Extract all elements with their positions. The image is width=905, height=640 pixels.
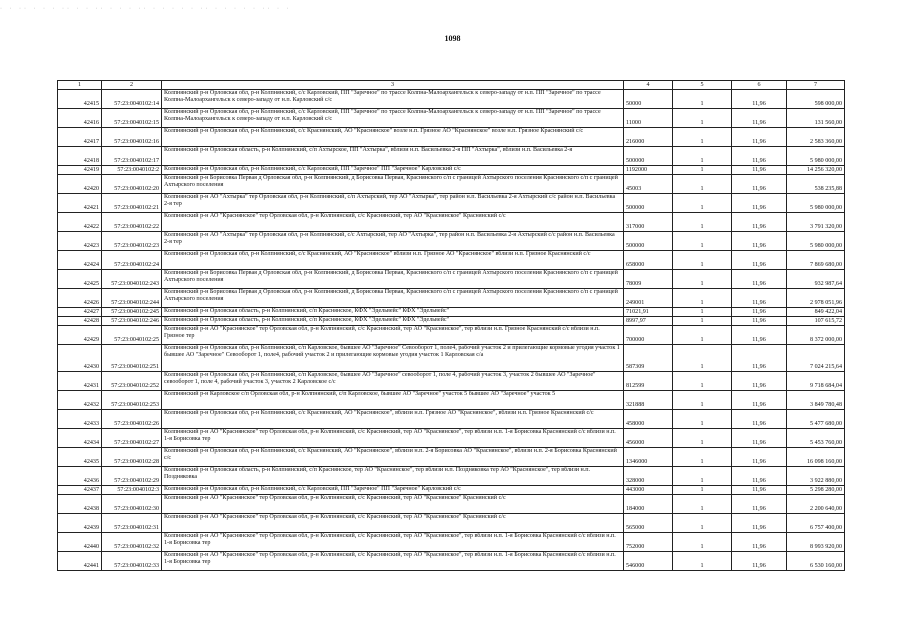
row-number-cell: 42420	[58, 175, 102, 194]
cadastral-number-cell: 57:23:0040102:27	[102, 429, 162, 448]
count-cell: 1	[673, 90, 732, 109]
location-description-cell: Колпнянский р-н Борисовка Первая д Орловская обл, р-н Колпнянский, д Борисовка Первая, Краснянского с/п с границей Ахтырского поселения Краснянского с/п с границей Ахтырского поселения	[162, 289, 624, 308]
location-description-cell: Колпнянский р-н Орловская обл, р-н Колпнянский, с/с Краснянский, АО "Краснянское" возле н.п. Грязное АО "Краснянское" возле н.п. Грязное Краснянский с/с	[162, 128, 624, 147]
column-header: 1	[58, 81, 102, 90]
scan-artifacts: · · ·· · · · ·· · · ·· · · · ·· · · · · · ·· · · · · · ·· · ·	[0, 6, 292, 12]
unit-price-cell: 11,96	[732, 289, 787, 308]
area-cell: 500000	[624, 232, 673, 251]
total-value-cell: 131 560,00	[787, 109, 845, 128]
location-description-cell: Колпнянский р-н АО "Краснянское" тер Орловская обл, р-н Колпнянский, с/с Краснянский, тер АО "Краснянское", тер вблизи н.п. 1-я Борисовка Краснянский с/с вблизи н.п. 1-я Борисовка тер	[162, 533, 624, 552]
unit-price-cell: 11,96	[732, 109, 787, 128]
row-number-cell: 42428	[58, 317, 102, 326]
count-cell: 1	[673, 232, 732, 251]
unit-price-cell: 11,96	[732, 317, 787, 326]
total-value-cell: 7 024 215,64	[787, 345, 845, 372]
area-cell: 458000	[624, 410, 673, 429]
column-header: 3	[162, 81, 624, 90]
unit-price-cell: 11,96	[732, 90, 787, 109]
row-number-cell: 42430	[58, 345, 102, 372]
table-row	[58, 448, 845, 467]
cadastral-number-cell: 57:23:0040102:245	[102, 308, 162, 317]
cadastral-number-cell: 57:23:0040102:24	[102, 251, 162, 270]
count-cell: 1	[673, 308, 732, 317]
column-header: 7	[787, 81, 845, 90]
cadastral-number-cell: 57:23:0040102:17	[102, 147, 162, 166]
column-number-row	[58, 81, 845, 90]
total-value-cell: 5 980 000,00	[787, 232, 845, 251]
row-number-cell: 42427	[58, 308, 102, 317]
location-description-cell: Колпнянский р-н АО "Краснянское" тер Орловская обл, р-н Колпнянский, с/с Краснянский, тер АО "Краснянское" Краснянский с/с	[162, 213, 624, 232]
cadastral-number-cell: 57:23:0040102:31	[102, 514, 162, 533]
row-number-cell: 42437	[58, 486, 102, 495]
area-cell: 50000	[624, 90, 673, 109]
total-value-cell: 5 477 680,00	[787, 410, 845, 429]
cadastral-number-cell: 57:23:0040102:22	[102, 213, 162, 232]
cadastral-number-cell: 57:23:0040102:15	[102, 109, 162, 128]
count-cell: 1	[673, 166, 732, 175]
location-description-cell: Колпнянский р-н Орловская обл, р-н Колпнянский, с/с Краснянский, АО "Краснянское" вблизи н.п. Грязное АО "Краснянское" вблизи н.п. Грязное Краснянский с/с	[162, 251, 624, 270]
count-cell: 1	[673, 372, 732, 391]
area-cell: 1346000	[624, 448, 673, 467]
row-number-cell: 42435	[58, 448, 102, 467]
total-value-cell: 538 235,88	[787, 175, 845, 194]
row-number-cell: 42440	[58, 533, 102, 552]
location-description-cell: Колпнянский р-н Карловское с/п Орловская обл, р-н Колпнянский, с/п Карловское, бывшее АО "Заречное" участок 5 бывшее АО "Заречное" участок 5	[162, 391, 624, 410]
page-number: 1098	[444, 34, 461, 43]
table-row	[58, 270, 845, 289]
count-cell: 1	[673, 109, 732, 128]
cadastral-number-cell: 57:23:0040102:20	[102, 175, 162, 194]
total-value-cell: 2 583 360,00	[787, 128, 845, 147]
location-description-cell: Колпнянский р-н Борисовка Первая д Орловская обл, р-н Колпнянский, д Борисовка Первая, Краснянского с/п с границей Ахтырского поселения Краснянского с/п с границей Ахтырского поселения	[162, 270, 624, 289]
unit-price-cell: 11,96	[732, 213, 787, 232]
table-row	[58, 429, 845, 448]
count-cell: 1	[673, 317, 732, 326]
row-number-cell: 42417	[58, 128, 102, 147]
location-description-cell: Колпнянский р-н Орловская обл, р-н Колпнянский, с/с Краснянский, АО "Краснянское", вблизи н.п. Грязное АО "Краснянское", вблизи н.п. Грязное Краснянский с/с	[162, 410, 624, 429]
cadastral-number-cell: 57:23:0040102:33	[102, 552, 162, 571]
area-cell: 500000	[624, 194, 673, 213]
total-value-cell: 14 256 320,00	[787, 166, 845, 175]
count-cell: 1	[673, 147, 732, 166]
unit-price-cell: 11,96	[732, 552, 787, 571]
area-cell: 812599	[624, 372, 673, 391]
count-cell: 1	[673, 194, 732, 213]
unit-price-cell: 11,96	[732, 514, 787, 533]
area-cell: 500000	[624, 147, 673, 166]
cadastral-number-cell: 57:23:0040102:30	[102, 495, 162, 514]
count-cell: 1	[673, 552, 732, 571]
area-cell: 11000	[624, 109, 673, 128]
area-cell: 443000	[624, 486, 673, 495]
total-value-cell: 8 372 000,00	[787, 326, 845, 345]
area-cell: 752000	[624, 533, 673, 552]
row-number-cell: 42436	[58, 467, 102, 486]
cadastral-number-cell: 57:23:0040102:16	[102, 128, 162, 147]
count-cell: 1	[673, 533, 732, 552]
unit-price-cell: 11,96	[732, 495, 787, 514]
row-number-cell: 42419	[58, 166, 102, 175]
unit-price-cell: 11,96	[732, 251, 787, 270]
row-number-cell: 42432	[58, 391, 102, 410]
area-cell: 658000	[624, 251, 673, 270]
location-description-cell: Колпнянский р-н Орловская область, р-н Колпнянский, с/п Краснянское, КФХ "Эдельвейс" КФХ "Эдельвейс"	[162, 317, 624, 326]
total-value-cell: 6 530 160,00	[787, 552, 845, 571]
count-cell: 1	[673, 495, 732, 514]
table-row	[58, 166, 845, 175]
location-description-cell: Колпнянский р-н Борисовка Первая д Орловская обл, р-н Колпнянский, д Борисовка Первая, Краснянского с/п с границей Ахтырского поселения Краснянского с/п с границей Ахтырского поселения	[162, 175, 624, 194]
row-number-cell: 42421	[58, 194, 102, 213]
location-description-cell: Колпнянский р-н АО "Краснянское" тер Орловская обл, р-н Колпнянский, с/с Краснянский, тер АО "Краснянское", тер вблизи н.п. Грязное Краснянский с/с вблизи н.п. Грязное тер	[162, 326, 624, 345]
area-cell: 71021,91	[624, 308, 673, 317]
table-row	[58, 533, 845, 552]
total-value-cell: 849 422,04	[787, 308, 845, 317]
row-number-cell: 42441	[58, 552, 102, 571]
total-value-cell: 16 098 160,00	[787, 448, 845, 467]
row-number-cell: 42418	[58, 147, 102, 166]
total-value-cell: 7 869 680,00	[787, 251, 845, 270]
table-row	[58, 147, 845, 166]
row-number-cell: 42422	[58, 213, 102, 232]
table-row	[58, 232, 845, 251]
area-cell: 184000	[624, 495, 673, 514]
total-value-cell: 2 200 640,00	[787, 495, 845, 514]
total-value-cell: 5 980 000,00	[787, 147, 845, 166]
unit-price-cell: 11,96	[732, 372, 787, 391]
unit-price-cell: 11,96	[732, 308, 787, 317]
table-row	[58, 175, 845, 194]
row-number-cell: 42438	[58, 495, 102, 514]
area-cell: 216000	[624, 128, 673, 147]
area-cell: 321888	[624, 391, 673, 410]
location-description-cell: Колпнянский р-н АО "Краснянское" тер Орловская обл, р-н Колпнянский, с/с Краснянский, тер АО "Краснянское" Краснянский с/с	[162, 495, 624, 514]
location-description-cell: Колпнянский р-н Орловская обл, р-н Колпнянский, с/с Карловский, ПП "Заречное" ПП "Заречное" Карловский с/с	[162, 166, 624, 175]
unit-price-cell: 11,96	[732, 128, 787, 147]
area-cell: 8997,97	[624, 317, 673, 326]
total-value-cell: 8 993 920,00	[787, 533, 845, 552]
row-number-cell: 42426	[58, 289, 102, 308]
area-cell: 456000	[624, 429, 673, 448]
unit-price-cell: 11,96	[732, 175, 787, 194]
location-description-cell: Колпнянский р-н Орловская обл, р-н Колпнянский, с/с Карловский, ПП "Заречное" по трассе Колпна-Малоархангельск к северо-западу от н.п. ПП "Заречное" по трассе Колпна-Малоархангельск к северо-западу от н.п. Карловский с/с	[162, 90, 624, 109]
count-cell: 1	[673, 467, 732, 486]
row-number-cell: 42433	[58, 410, 102, 429]
unit-price-cell: 11,96	[732, 147, 787, 166]
count-cell: 1	[673, 213, 732, 232]
table-row	[58, 552, 845, 571]
total-value-cell: 3 791 320,00	[787, 213, 845, 232]
total-value-cell: 3 849 780,48	[787, 391, 845, 410]
location-description-cell: Колпнянский р-н Орловская область, р-н Колпнянский, с/п Краснянское, КФХ "Эдельвейс" КФХ "Эдельвейс"	[162, 308, 624, 317]
cadastral-number-cell: 57:23:0040102:21	[102, 194, 162, 213]
total-value-cell: 598 000,00	[787, 90, 845, 109]
table-row	[58, 467, 845, 486]
count-cell: 1	[673, 289, 732, 308]
table-row	[58, 345, 845, 372]
table-row	[58, 317, 845, 326]
cadastral-number-cell: 57:23:0040102:251	[102, 345, 162, 372]
count-cell: 1	[673, 345, 732, 372]
location-description-cell: Колпнянский р-н Орловская область, р-н Колпнянский, с/п Краснянское, тер АО "Краснянское", тер вблизи н.п. Поздняковка тер АО "Краснянское", тер вблизи н.п. Поздняковка	[162, 467, 624, 486]
column-header: 5	[673, 81, 732, 90]
row-number-cell: 42416	[58, 109, 102, 128]
area-cell: 45003	[624, 175, 673, 194]
table-row	[58, 90, 845, 109]
row-number-cell: 42434	[58, 429, 102, 448]
table-row	[58, 391, 845, 410]
total-value-cell: 2 978 051,96	[787, 289, 845, 308]
area-cell: 249001	[624, 289, 673, 308]
location-description-cell: Колпнянский р-н АО "Ахтырка" тер Орловская обл, р-н Колпнянский, с/п Ахтырский, тер АО "Ахтырка", тер район н.п. Васильевка 2-я Ахтырский с/с район н.п. Васильевка 2-я тер	[162, 194, 624, 213]
cadastral-number-cell: 57:23:0040102:32	[102, 533, 162, 552]
column-header: 4	[624, 81, 673, 90]
cadastral-number-cell: 57:23:0040102:28	[102, 448, 162, 467]
count-cell: 1	[673, 410, 732, 429]
total-value-cell: 5 298 280,00	[787, 486, 845, 495]
count-cell: 1	[673, 514, 732, 533]
table-row	[58, 495, 845, 514]
total-value-cell: 5 453 760,00	[787, 429, 845, 448]
count-cell: 1	[673, 326, 732, 345]
table-row	[58, 372, 845, 391]
location-description-cell: Колпнянский р-н Орловская обл, р-н Колпнянский, с/с Карловский, ПП "Заречное" ПП "Заречное" Карловский с/с	[162, 486, 624, 495]
row-number-cell: 42425	[58, 270, 102, 289]
area-cell: 317000	[624, 213, 673, 232]
count-cell: 1	[673, 391, 732, 410]
location-description-cell: Колпнянский р-н Орловская область, р-н Колпнянский, с/п Ахтырское, ПП "Ахтырка", вблизи н.п. Васильевка 2-я ПП "Ахтырка", вблизи н.п. Васильевка 2-я	[162, 147, 624, 166]
unit-price-cell: 11,96	[732, 345, 787, 372]
total-value-cell: 932 987,64	[787, 270, 845, 289]
cadastral-number-cell: 57:23:0040102:3	[102, 486, 162, 495]
table-row	[58, 514, 845, 533]
cadastral-number-cell: 57:23:0040102:29	[102, 467, 162, 486]
cadastral-number-cell: 57:23:0040102:2	[102, 166, 162, 175]
location-description-cell: Колпнянский р-н АО "Краснянское" тер Орловская обл, р-н Колпнянский, с/с Краснянский, тер АО "Краснянское", тер вблизи н.п. 1-я Борисовка Краснянский с/с вблизи н.п. 1-я Борисовка тер	[162, 429, 624, 448]
count-cell: 1	[673, 448, 732, 467]
unit-price-cell: 11,96	[732, 270, 787, 289]
table-row	[58, 109, 845, 128]
count-cell: 1	[673, 128, 732, 147]
count-cell: 1	[673, 251, 732, 270]
total-value-cell: 107 615,72	[787, 317, 845, 326]
unit-price-cell: 11,96	[732, 194, 787, 213]
row-number-cell: 42431	[58, 372, 102, 391]
location-description-cell: Колпнянский р-н Орловская обл, р-н Колпнянский, с/п Карловское, бывшее АО "Заречное" Севооборот 1, поле4, рабочий участок 2 и прилегающие кормовые угодия участок 1 бывшее АО "Заречное" Севооборот 1, поле4, рабочий участок 2 и прилегающие кормовые угодия участок 1 Карловская с/а	[162, 345, 624, 372]
table-row	[58, 128, 845, 147]
column-header: 6	[732, 81, 787, 90]
unit-price-cell: 11,96	[732, 166, 787, 175]
column-header: 2	[102, 81, 162, 90]
unit-price-cell: 11,96	[732, 486, 787, 495]
total-value-cell: 9 718 684,04	[787, 372, 845, 391]
cadastral-number-cell: 57:23:0040102:23	[102, 232, 162, 251]
unit-price-cell: 11,96	[732, 448, 787, 467]
area-cell: 1192000	[624, 166, 673, 175]
row-number-cell: 42439	[58, 514, 102, 533]
count-cell: 1	[673, 429, 732, 448]
cadastral-number-cell: 57:23:0040102:252	[102, 372, 162, 391]
unit-price-cell: 11,96	[732, 533, 787, 552]
unit-price-cell: 11,96	[732, 391, 787, 410]
location-description-cell: Колпнянский р-н Орловская обл, р-н Колпнянский, с/с Краснянский, АО "Краснянское", вблизи н.п. 2-я Борисовка АО "Краснянское", вблизи н.п. 2-я Борисовка Краснянский с/с	[162, 448, 624, 467]
row-number-cell: 42423	[58, 232, 102, 251]
location-description-cell: Колпнянский р-н Орловская обл, р-н Колпнянский, с/п Карловское, бывшее АО "Заречное" севооборот 1, поле 4, рабочий участок 3, участок 2 бывшее АО "Заречное" севооборот 1, поле 4, рабочий участок 3, участок 2 Карловское с/с	[162, 372, 624, 391]
table-row	[58, 308, 845, 317]
location-description-cell: Колпнянский р-н АО "Краснянское" тер Орловская обл, р-н Колпнянский, с/с Краснянский, тер АО "Краснянское" Краснянский с/с	[162, 514, 624, 533]
cadastral-number-cell: 57:23:0040102:26	[102, 410, 162, 429]
cadastral-number-cell: 57:23:0040102:244	[102, 289, 162, 308]
table-row	[58, 410, 845, 429]
count-cell: 1	[673, 270, 732, 289]
total-value-cell: 6 757 400,00	[787, 514, 845, 533]
unit-price-cell: 11,96	[732, 410, 787, 429]
cadastral-number-cell: 57:23:0040102:253	[102, 391, 162, 410]
cadastral-number-cell: 57:23:0040102:25	[102, 326, 162, 345]
count-cell: 1	[673, 486, 732, 495]
area-cell: 587309	[624, 345, 673, 372]
land-registry-table	[57, 80, 845, 571]
location-description-cell: Колпнянский р-н АО "Краснянское" тер Орловская обл, р-н Колпнянский, с/с Краснянский, тер АО "Краснянское", тер вблизи н.п. 1-я Борисовка Краснянский с/с вблизи н.п. 1-я Борисовка тер	[162, 552, 624, 571]
area-cell: 328000	[624, 467, 673, 486]
unit-price-cell: 11,96	[732, 326, 787, 345]
location-description-cell: Колпнянский р-н Орловская обл, р-н Колпнянский, с/с Карловский, ПП "Заречное" по трассе Колпна-Малоархангельск к северо-западу от н.п. ПП "Заречное" по трассе Колпна-Малоархангельск к северо-западу от н.п. Карловский с/с	[162, 109, 624, 128]
cadastral-number-cell: 57:23:0040102:246	[102, 317, 162, 326]
unit-price-cell: 11,96	[732, 467, 787, 486]
cadastral-number-cell: 57:23:0040102:14	[102, 90, 162, 109]
table-body	[58, 90, 845, 571]
table-row	[58, 251, 845, 270]
table-row	[58, 486, 845, 495]
total-value-cell: 5 980 000,00	[787, 194, 845, 213]
location-description-cell: Колпнянский р-н АО "Ахтырка" тер Орловская обл, р-н Колпнянский, с/с Ахтырский, тер АО "Ахтырка", тер район н.п. Васильевка 2-я Ахтырский с/с район н.п. Васильевка 2-я тер	[162, 232, 624, 251]
table-row	[58, 213, 845, 232]
area-cell: 700000	[624, 326, 673, 345]
cadastral-number-cell: 57:23:0040102:243	[102, 270, 162, 289]
unit-price-cell: 11,96	[732, 232, 787, 251]
row-number-cell: 42415	[58, 90, 102, 109]
count-cell: 1	[673, 175, 732, 194]
area-cell: 565000	[624, 514, 673, 533]
area-cell: 546000	[624, 552, 673, 571]
row-number-cell: 42424	[58, 251, 102, 270]
area-cell: 78009	[624, 270, 673, 289]
table-row	[58, 289, 845, 308]
total-value-cell: 3 922 880,00	[787, 467, 845, 486]
table-row	[58, 326, 845, 345]
unit-price-cell: 11,96	[732, 429, 787, 448]
row-number-cell: 42429	[58, 326, 102, 345]
table-row	[58, 194, 845, 213]
